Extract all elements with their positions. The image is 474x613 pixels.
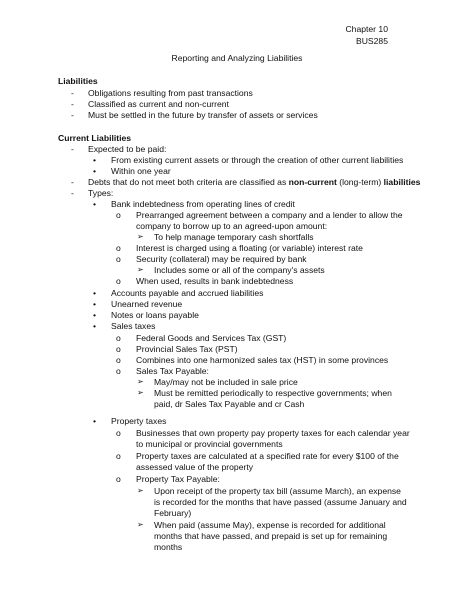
list-item: Federal Goods and Services Tax (GST) bbox=[136, 333, 287, 343]
circle-marker: o bbox=[116, 276, 121, 286]
list-item-cont: company to borrow up to an agreed-upon amount: bbox=[136, 221, 328, 231]
bold-term: non-current bbox=[288, 177, 337, 187]
list-item: Sales Tax Payable: bbox=[136, 366, 209, 376]
circle-marker: o bbox=[116, 474, 121, 484]
list-item: Interest is charged using a floating (or variable) interest rate bbox=[136, 243, 363, 253]
circle-marker: o bbox=[116, 428, 121, 438]
circle-marker: o bbox=[116, 344, 121, 354]
list-item: Accounts payable and accrued liabilities bbox=[111, 288, 264, 298]
bullet-dot: • bbox=[93, 416, 97, 426]
list-item: Types: bbox=[88, 188, 114, 198]
dash-marker: - bbox=[71, 110, 74, 120]
arrow-marker: ➢ bbox=[137, 388, 144, 397]
list-item: Within one year bbox=[111, 166, 171, 176]
list-item: Must be remitted periodically to respective governments; when bbox=[154, 388, 392, 398]
list-item-cont: is recorded for the months that have passed (assume January and bbox=[154, 497, 407, 507]
list-item bbox=[88, 177, 420, 188]
list-item: Must be settled in the future by transfer of assets or services bbox=[88, 110, 318, 120]
list-item-cont: assessed value of the property bbox=[136, 462, 254, 472]
bullet-dot: • bbox=[93, 199, 97, 209]
bullet-dot: • bbox=[93, 155, 97, 165]
liabilities-heading: Liabilities bbox=[58, 76, 98, 86]
circle-marker: o bbox=[116, 243, 121, 253]
list-item: Combines into one harmonized sales tax (HST) in some provinces bbox=[136, 355, 389, 365]
bullet-dot: • bbox=[93, 288, 97, 298]
bold-term: liabilities bbox=[383, 177, 421, 187]
circle-marker: o bbox=[116, 333, 121, 343]
list-item: Expected to be paid: bbox=[88, 144, 167, 154]
list-item: May/may not be included in sale price bbox=[154, 377, 298, 387]
current-liabilities-heading: Current Liabilities bbox=[58, 133, 132, 143]
list-item: When paid (assume May), expense is recorded for additional bbox=[154, 520, 386, 530]
bullet-dot: • bbox=[93, 310, 97, 320]
arrow-marker: ➢ bbox=[137, 265, 144, 274]
dash-marker: - bbox=[71, 99, 74, 109]
circle-marker: o bbox=[116, 366, 121, 376]
list-item: Businesses that own property pay property taxes for each calendar year bbox=[136, 428, 410, 438]
bullet-dot: • bbox=[93, 166, 97, 176]
dash-marker: - bbox=[71, 144, 74, 154]
list-item: Property Tax Payable: bbox=[136, 474, 220, 484]
list-item: Property taxes are calculated at a specified rate for every $100 of the bbox=[136, 451, 399, 461]
arrow-marker: ➢ bbox=[137, 486, 144, 495]
list-item: Obligations resulting from past transactions bbox=[88, 88, 253, 98]
list-item: Sales taxes bbox=[111, 321, 156, 331]
list-item: Bank indebtedness from operating lines of credit bbox=[111, 199, 295, 209]
list-item: To help manage temporary cash shortfalls bbox=[154, 232, 314, 242]
circle-marker: o bbox=[116, 355, 121, 365]
bullet-dot: • bbox=[93, 321, 97, 331]
list-item: Provincial Sales Tax (PST) bbox=[136, 344, 238, 354]
dash-marker: - bbox=[71, 188, 74, 198]
list-item-cont: paid, dr Sales Tax Payable and cr Cash bbox=[154, 399, 305, 409]
dash-marker: - bbox=[71, 88, 74, 98]
document-title: Reporting and Analyzing Liabilities bbox=[171, 53, 303, 63]
list-item: Unearned revenue bbox=[111, 299, 183, 309]
arrow-marker: ➢ bbox=[137, 232, 144, 241]
list-item: From existing current assets or through the creation of other current liabilities bbox=[111, 155, 404, 165]
list-item-cont: months that have passed, and prepaid is set up for remaining bbox=[154, 531, 388, 541]
circle-marker: o bbox=[116, 254, 121, 264]
list-item-cont: February) bbox=[154, 508, 192, 518]
circle-marker: o bbox=[116, 451, 121, 461]
list-item: Prearranged agreement between a company and a lender to allow the bbox=[136, 210, 403, 220]
circle-marker: o bbox=[116, 210, 121, 220]
dash-marker: - bbox=[71, 177, 74, 187]
course-code: BUS285 bbox=[355, 36, 388, 46]
list-item: Classified as current and non-current bbox=[88, 99, 229, 109]
list-item: Upon receipt of the property tax bill (assume March), an expense bbox=[154, 486, 401, 496]
text-run: (long-term) bbox=[336, 177, 384, 187]
chapter-label: Chapter 10 bbox=[345, 24, 388, 34]
list-item: Property taxes bbox=[111, 416, 167, 426]
list-item-cont: to municipal or provincial governments bbox=[136, 439, 283, 449]
arrow-marker: ➢ bbox=[137, 377, 144, 386]
list-item: Notes or loans payable bbox=[111, 310, 199, 320]
list-item-cont: months bbox=[154, 542, 183, 552]
list-item: When used, results in bank indebtedness bbox=[136, 276, 294, 286]
list-item: Security (collateral) may be required by bank bbox=[136, 254, 307, 264]
arrow-marker: ➢ bbox=[137, 520, 144, 529]
list-item: Includes some or all of the company's assets bbox=[154, 265, 325, 275]
text-run: Debts that do not meet both criteria are classified as bbox=[88, 177, 289, 187]
bullet-dot: • bbox=[93, 299, 97, 309]
